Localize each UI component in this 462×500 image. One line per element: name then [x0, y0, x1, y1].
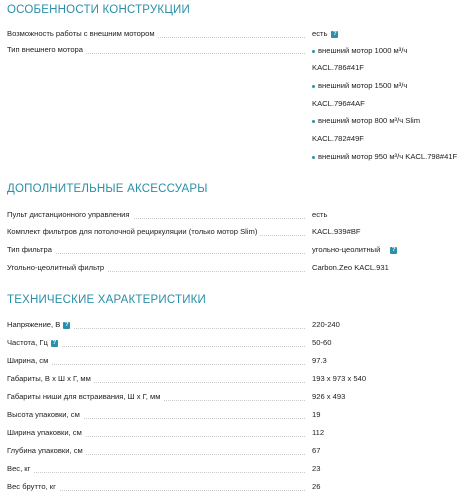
spec-label: Частота, Гц	[7, 338, 48, 347]
spec-row-voltage	[7, 320, 462, 332]
spec-value: 67	[312, 446, 321, 455]
spec-row-package-depth	[7, 446, 462, 458]
section-title-construction: ОСОБЕННОСТИ КОНСТРУКЦИИ	[7, 4, 190, 16]
bullet-icon	[312, 120, 315, 123]
spec-value: 193 х 973 х 540	[312, 374, 367, 383]
spec-value: угольно-цеолитный	[312, 245, 381, 254]
spec-label: Комплект фильтров для потолочной рециркуляции (только мотор Slim)	[7, 227, 258, 236]
motor-option-label: внешний мотор 800 м³/ч Slim	[318, 116, 421, 125]
spec-row-filter-type	[7, 245, 462, 257]
motor-option-label: внешний мотор 1000 м³/ч	[318, 46, 408, 55]
spec-row-package-height	[7, 410, 462, 422]
spec-value: 23	[312, 464, 321, 473]
motor-option-1500[interactable]	[312, 81, 407, 91]
help-icon[interactable]: ?	[52, 339, 57, 346]
spec-value: 50-60	[312, 338, 332, 347]
spec-label: Тип фильтра	[7, 245, 52, 254]
spec-row-carbon-zeolite-filter	[7, 263, 462, 275]
motor-option-code: KACL.786#41F	[312, 63, 364, 72]
spec-label: Пульт дистанционного управления	[7, 210, 130, 219]
spec-value: 26	[312, 482, 321, 491]
spec-row-weight	[7, 464, 462, 476]
spec-label: Ширина, см	[7, 356, 49, 365]
spec-label: Вес брутто, кг	[7, 482, 56, 491]
spec-value: 926 х 493	[312, 392, 346, 401]
spec-row-niche-dimensions	[7, 392, 462, 404]
bullet-icon	[312, 156, 315, 159]
spec-row-dimensions	[7, 374, 462, 386]
bullet-icon	[312, 50, 315, 53]
spec-label: Вес, кг	[7, 464, 31, 473]
spec-row-recirculation-filter-kit	[7, 227, 462, 239]
spec-label: Ширина упаковки, см	[7, 428, 82, 437]
spec-label: Возможность работы с внешним мотором	[7, 29, 155, 38]
spec-value: 220-240	[312, 320, 340, 329]
spec-label: Высота упаковки, см	[7, 410, 80, 419]
spec-label: Глубина упаковки, см	[7, 446, 83, 455]
help-icon[interactable]: ?	[64, 321, 69, 328]
spec-row-remote-control	[7, 210, 462, 222]
spec-label: Напряжение, В	[7, 320, 61, 329]
motor-option-1000[interactable]	[312, 46, 407, 56]
spec-value: 97.3	[312, 356, 327, 365]
help-icon[interactable]: ?	[333, 30, 337, 37]
spec-row-frequency	[7, 338, 462, 350]
spec-value: есть	[312, 29, 328, 38]
motor-option-code: KACL.796#4AF	[312, 99, 365, 108]
help-icon[interactable]: ?	[392, 246, 396, 253]
section-title-specs: ТЕХНИЧЕСКИЕ ХАРАКТЕРИСТИКИ	[7, 294, 207, 306]
motor-option-800-slim[interactable]	[312, 116, 420, 126]
spec-row-width	[7, 356, 462, 368]
spec-value: Carbon.Zeo KACL.931	[312, 263, 389, 272]
spec-label: Габариты ниши для встраивания, Ш х Г, мм	[7, 392, 161, 401]
spec-label: Тип внешнего мотора	[7, 45, 84, 54]
motor-option-code: KACL.782#49F	[312, 134, 364, 143]
spec-row-gross-weight	[7, 482, 462, 494]
spec-value: 19	[312, 410, 321, 419]
spec-value: 112	[312, 428, 325, 437]
spec-label: Угольно-цеолитный фильтр	[7, 263, 105, 272]
motor-option-950[interactable]	[312, 152, 457, 162]
spec-row-external-motor-support	[7, 29, 462, 41]
spec-label: Габариты, В х Ш х Г, мм	[7, 374, 91, 383]
spec-value: KACL.939#BF	[312, 227, 361, 236]
spec-value: есть	[312, 210, 328, 219]
spec-row-package-width	[7, 428, 462, 440]
motor-option-label: внешний мотор 950 м³/ч KACL.798#41F	[318, 152, 458, 161]
motor-option-label: внешний мотор 1500 м³/ч	[318, 81, 408, 90]
bullet-icon	[312, 85, 315, 88]
section-title-accessories: ДОПОЛНИТЕЛЬНЫЕ АКСЕССУАРЫ	[7, 183, 208, 195]
